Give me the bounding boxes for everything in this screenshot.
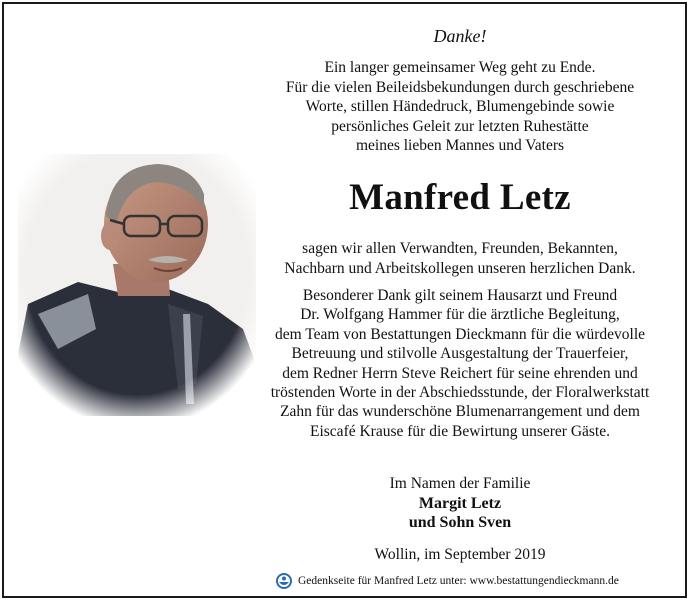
intro-paragraph xyxy=(240,58,680,156)
special-thanks-line: Betreuung und stilvolle Ausgestaltung der Trauerfeier, xyxy=(291,345,629,363)
family-name-1: Margit Letz xyxy=(418,494,502,512)
special-thanks-paragraph xyxy=(240,286,680,441)
family-signature xyxy=(240,474,680,533)
footer-link-text[interactable]: Gedenkseite für Manfred Letz unter: www.bestattungendieckmann.de xyxy=(298,575,619,587)
special-thanks-line: dem Redner Herrn Steve Reichert für seine ehrenden und xyxy=(282,364,638,382)
family-intro: Im Namen der Familie xyxy=(389,475,531,492)
heading-danke: Danke! xyxy=(433,26,487,46)
special-thanks-line: tröstenden Worte in der Abschiedsstunde, der Floralwerkstatt xyxy=(270,384,650,402)
place-date: Wollin, im September 2019 xyxy=(374,546,546,563)
thanks-line: Nachbarn und Arbeitskollegen unseren herzlichen Dank. xyxy=(284,259,636,277)
thanks-line: sagen wir allen Verwandten, Freunden, Bekannten, xyxy=(302,240,618,257)
deceased-name: Manfred Letz xyxy=(349,177,571,218)
special-thanks-line: Zahn für das wunderschöne Blumenarrangement und dem xyxy=(280,403,640,421)
special-thanks-line: Dr. Wolfgang Hammer für die ärztliche Begleitung, xyxy=(300,306,620,324)
intro-line: Ein langer gemeinsamer Weg geht zu Ende. xyxy=(324,59,596,76)
funeral-home-logo-icon xyxy=(276,573,292,589)
obituary-card xyxy=(2,2,687,598)
intro-line: Für die vielen Beileidsbekundungen durch geschriebene xyxy=(285,78,635,96)
intro-line: meines lieben Mannes und Vaters xyxy=(355,137,565,155)
memorial-page-footer xyxy=(276,573,676,589)
intro-line: persönliches Geleit zur letzten Ruhestätte xyxy=(331,117,589,135)
special-thanks-line: Eiscafé Krause für die Bewirtung unserer Gäste. xyxy=(310,422,610,440)
special-thanks-line: dem Team von Bestattungen Dieckmann für die würdevolle xyxy=(274,325,646,343)
intro-line: Worte, stillen Händedruck, Blumengebinde sowie xyxy=(305,98,615,116)
special-thanks-line: Besonderer Dank gilt seinem Hausarzt und Freund xyxy=(302,287,618,304)
thanks-paragraph xyxy=(240,239,680,278)
portrait-photo xyxy=(18,154,256,416)
family-name-2: und Sohn Sven xyxy=(408,514,512,532)
